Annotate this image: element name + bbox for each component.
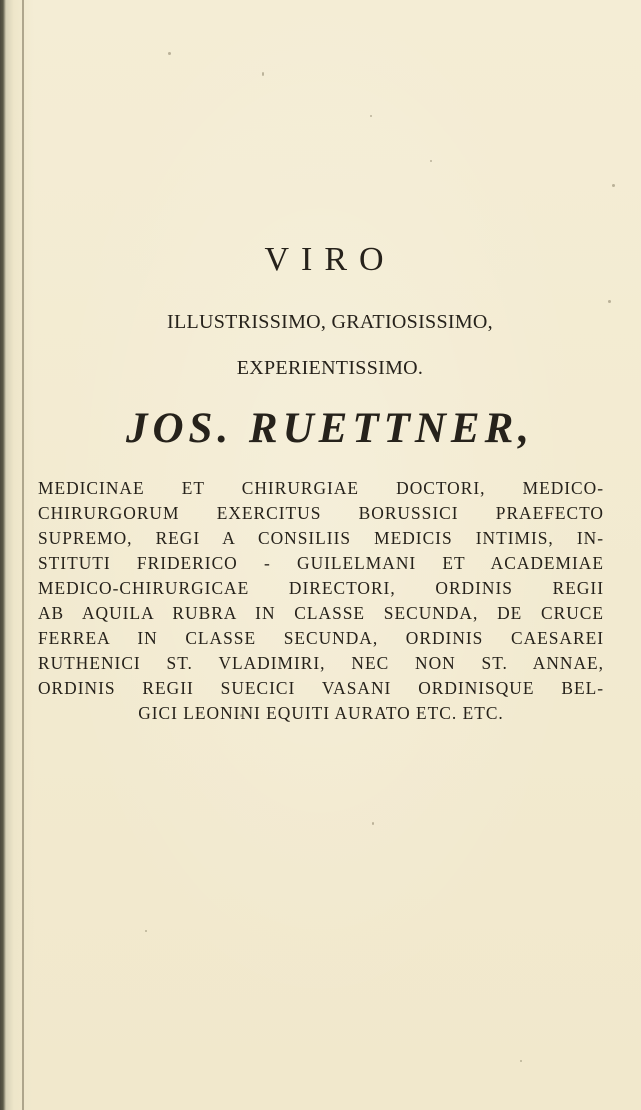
dedication-body-last-line: GICI LEONINI EQUITI AURATO ETC. ETC. (138, 703, 504, 723)
dedication-body-line: FERREA IN CLASSE SECUNDA, ORDINIS CAESAREI (38, 628, 604, 648)
paper-speck (145, 930, 147, 932)
paper-speck (612, 184, 615, 187)
dedication-body-line: MEDICO-CHIRURGICAE DIRECTORI, ORDINIS REGII (38, 578, 604, 598)
dedication-body-line: STITUTI FRIDERICO - GUILELMANI ET ACADEMIAE (38, 553, 604, 573)
dedication-heading: VIRO (264, 241, 396, 278)
paper-speck (372, 822, 374, 825)
dedication-subtitle-line-2: EXPERIENTISSIMO. (236, 357, 424, 379)
paper-speck (430, 160, 432, 162)
dedicatee-name: JOS. RUETTNER, (125, 405, 535, 452)
page-gutter (0, 0, 34, 1110)
dedication-body-line: RUTHENICI ST. VLADIMIRI, NEC NON ST. ANNAE, (38, 653, 604, 673)
dedication-body-line: AB AQUILA RUBRA IN CLASSE SECUNDA, DE CRUCE (38, 603, 604, 623)
paper-speck (520, 1060, 522, 1062)
dedication-body-line: CHIRURGORUM EXERCITUS BORUSSICI PRAEFECTO (38, 503, 604, 523)
paper-speck (168, 52, 171, 55)
paper-speck (608, 300, 611, 303)
gutter-fold-line (22, 0, 24, 1110)
paper-speck (370, 115, 372, 117)
dedication-body-line: SUPREMO, REGI A CONSILIIS MEDICIS INTIMIS, IN- (38, 528, 604, 548)
dedication-body-line: ORDINIS REGII SUECICI VASANI ORDINISQUE BEL- (38, 678, 604, 698)
dedication-subtitle-line-1: ILLUSTRISSIMO, GRATIOSISSIMO, (167, 311, 493, 333)
paper-speck (262, 72, 264, 76)
dedication-body-line: MEDICINAE ET CHIRURGIAE DOCTORI, MEDICO- (38, 478, 604, 498)
